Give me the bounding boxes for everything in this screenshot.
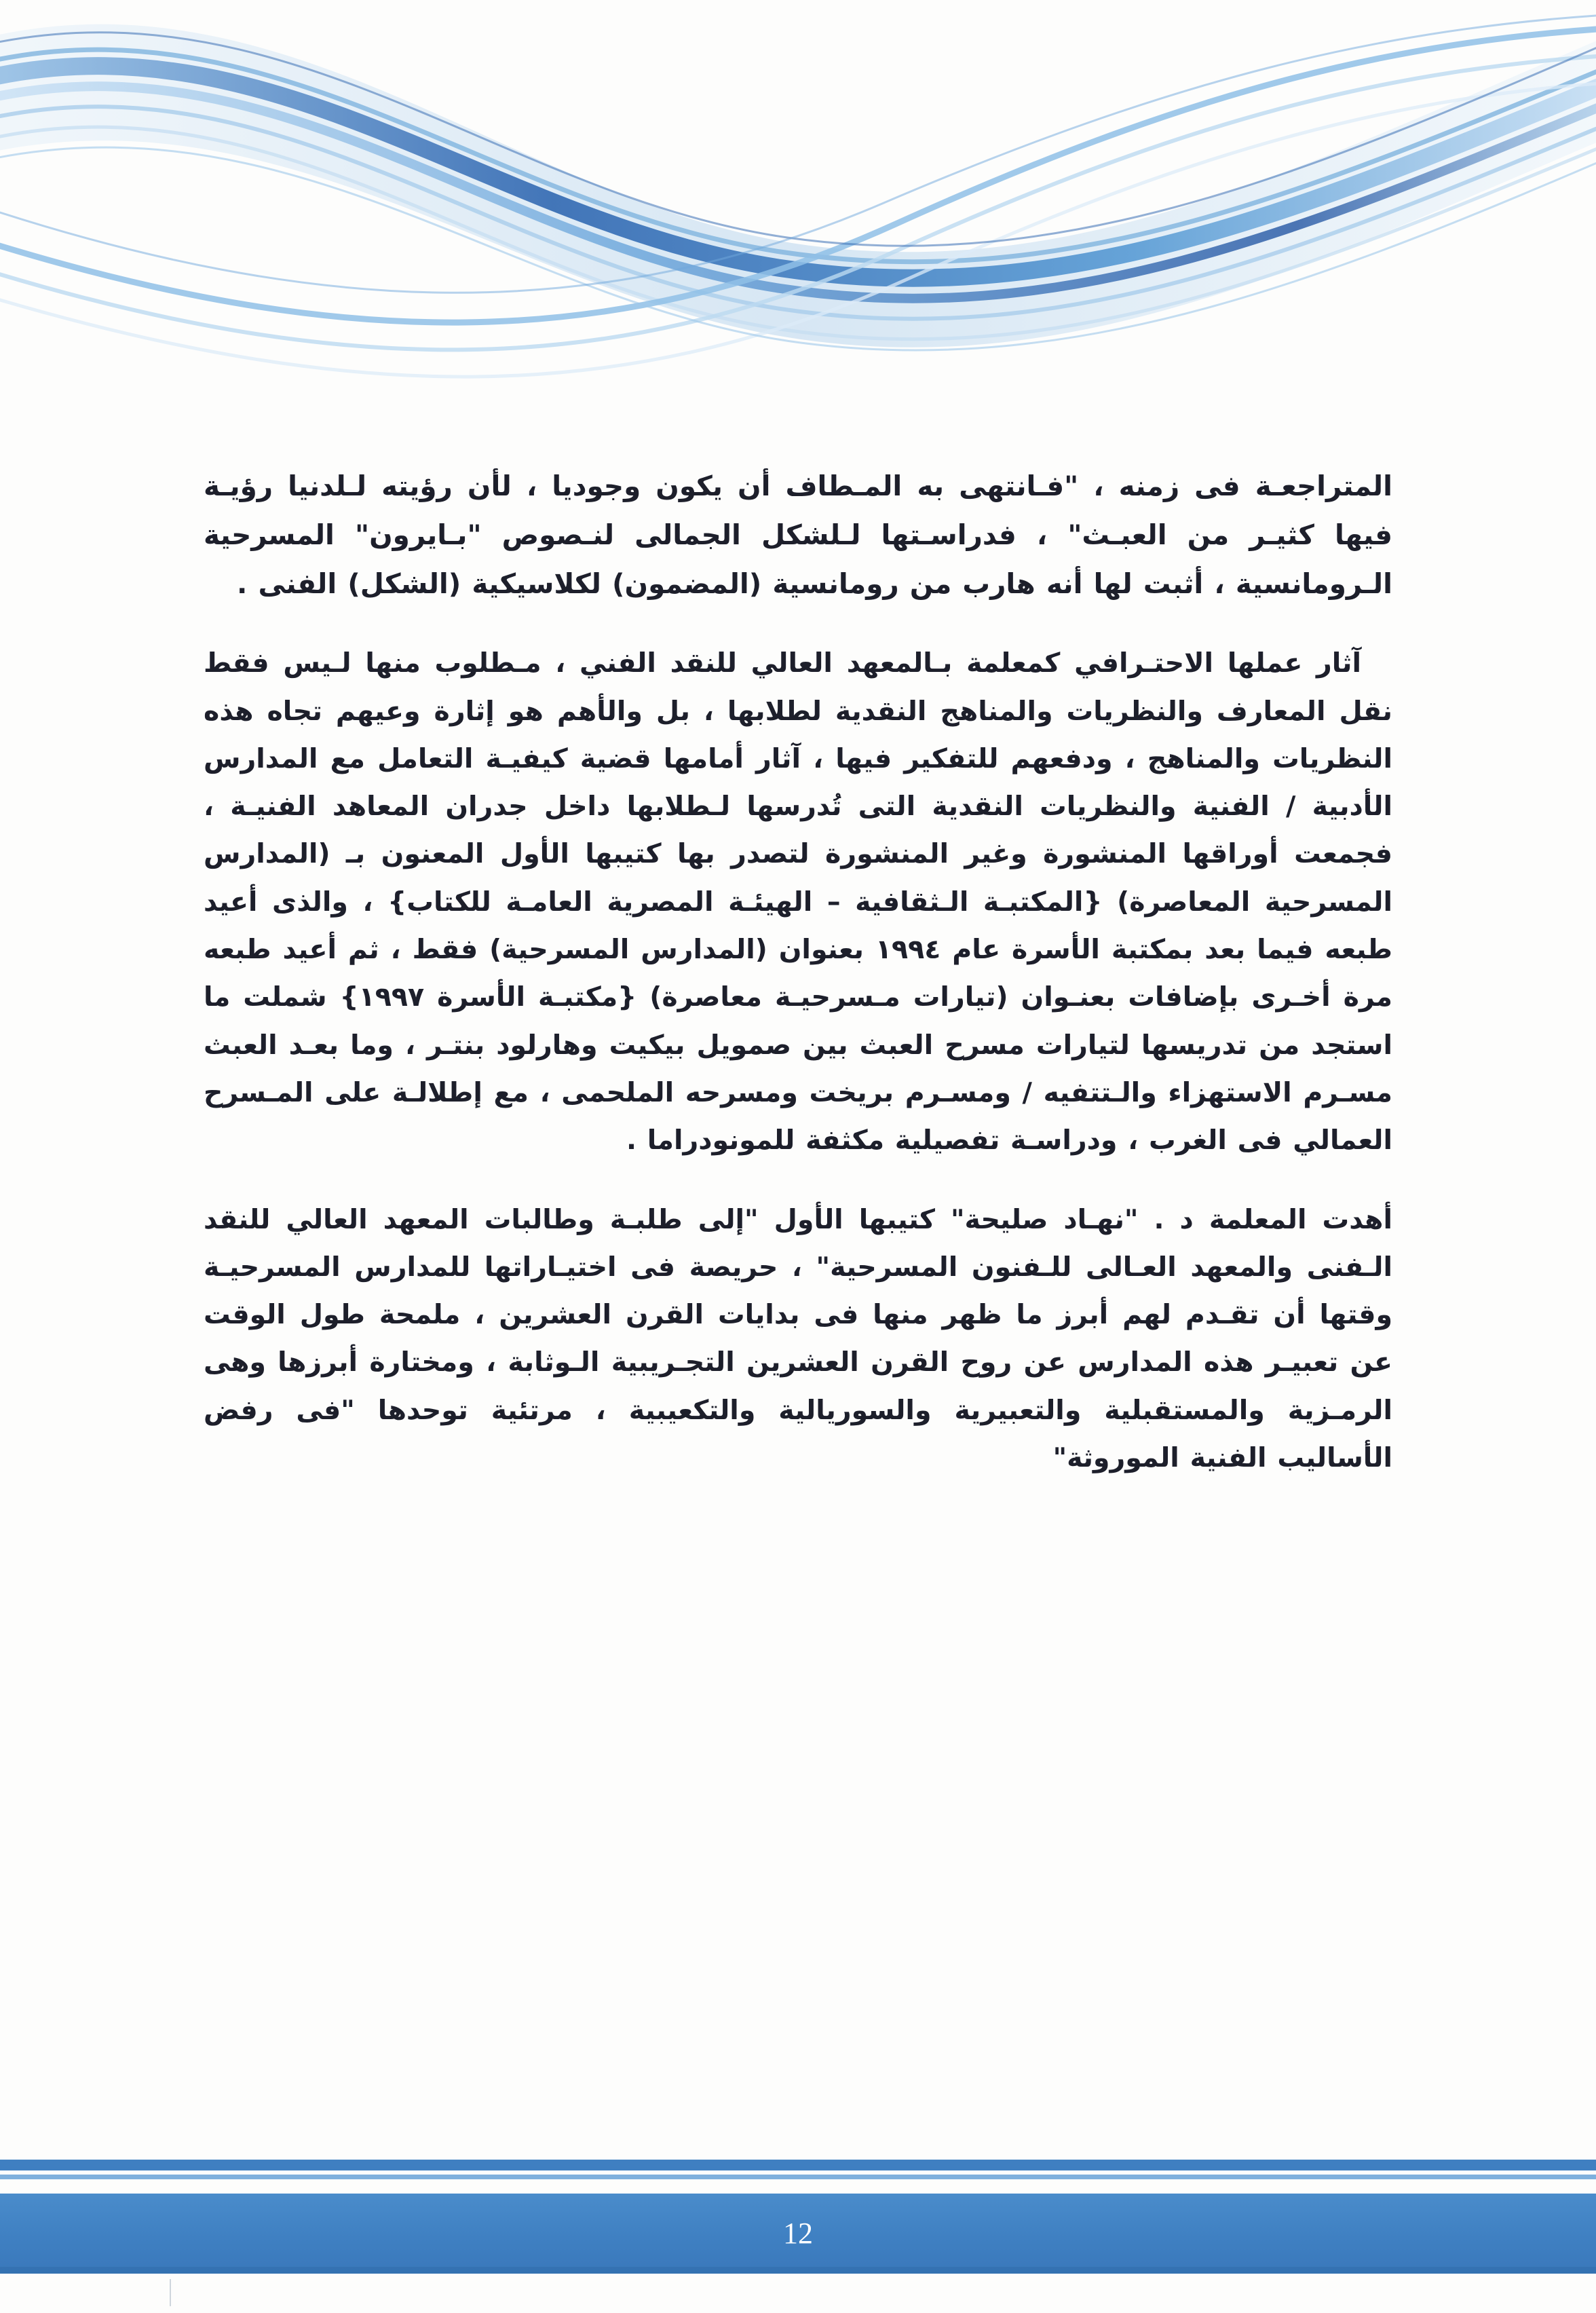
paragraph-3: أهدت المعلمة د . "نهـاد صليحة" كتيبها الأول "إلى طلبـة وطالبات المعهد العالي للنقد الـفنى والمعهد العـالى للـفنون المسرحية" ، حريصة فى اختيـاراتها للمدارس المسرحيـة وقتها أن تقـدم لهم أبرز ما ظهر منها فى بدايات القرن العشرين ، ملمحة طول الوقت عن تعبيـر هذه المدارس عن روح القرن العشرين التجـريبية الـوثابة ، ومختارة أبرزها وهى الرمـزية والمستقبلية والتعبيرية والسوريالية والتكعيبية ، مرتئية توحدها "فى رفض الأساليب الفنية الموروثة" (204, 1203, 1392, 1473)
paragraph-2: آثار عملها الاحتـرافي كمعلمة بـالمعهد العالي للنقد الفني ، مـطلوب منها لـيس فقط نقل المعارف والنظريات والمناهج النقدية لطلابها ، بل والأهم هو إثارة وعيهم تجاه هذه النظريات والمناهج ، ودفعهم للتفكير فيها ، آثار أمامها قضية كيفيـة التعامل مع المدارس الأدبية / الفنية والنظريات النقدية التى تُدرسها لـطلابها داخل جدران المعاهد الفنيـة ، فجمعت أوراقها المنشورة وغير المنشورة لتصدر بها كتيبها الأول المعنون بـ (المدارس المسرحية المعاصرة) {المكتبـة الـثقافية – الهيئـة المصرية العامـة للكتاب} ، والذى أعيد طبعه فيما بعد بمكتبة الأسرة عام ١٩٩٤ بعنوان (المدارس المسرحية) فقط ، ثم أعيد طبعه مرة أخـرى بإضافات بعنـوان (تيارات مـسرحيـة معاصرة) {مكتبـة الأسرة ١٩٩٧} شملت ما استجد من تدريسها لتيارات مسرح العبث بين صمويل بيكيت وهارلود بنتـر ، وما بعـد العبث مسـرم الاستهزاء والـتتفيه / ومسـرم بريخت ومسرحه الملحمى ، مع إطلالـة على المـسرح العمالي فى الغرب ، ودراسـة تفصيلية مكثفة للمونودراما . (204, 647, 1393, 1156)
footer-rule-light (0, 2175, 1596, 2179)
page-footer (0, 2143, 1596, 2313)
crop-mark (170, 2279, 171, 2306)
paragraph-1: المتراجعـة فى زمنه ، "فـانتهى به المـطاف أن يكون وجوديا ، لأن رؤيته لـلدنيا رؤيـة فيها كثيـر من العبـث" ، فدراسـتها لـلشكل الجمالى لنـصوص "بـايرون" المسرحية الـرومانسية ، أثبت لها أنه هارب من رومانسية (المضمون) لكلاسيكية (الشكل) الفنى . (204, 470, 1392, 601)
page-body (204, 462, 1392, 1513)
header-wave-decoration (0, 0, 1596, 434)
footer-rule-top (0, 2160, 1596, 2170)
page-number: 12 (783, 2217, 813, 2250)
